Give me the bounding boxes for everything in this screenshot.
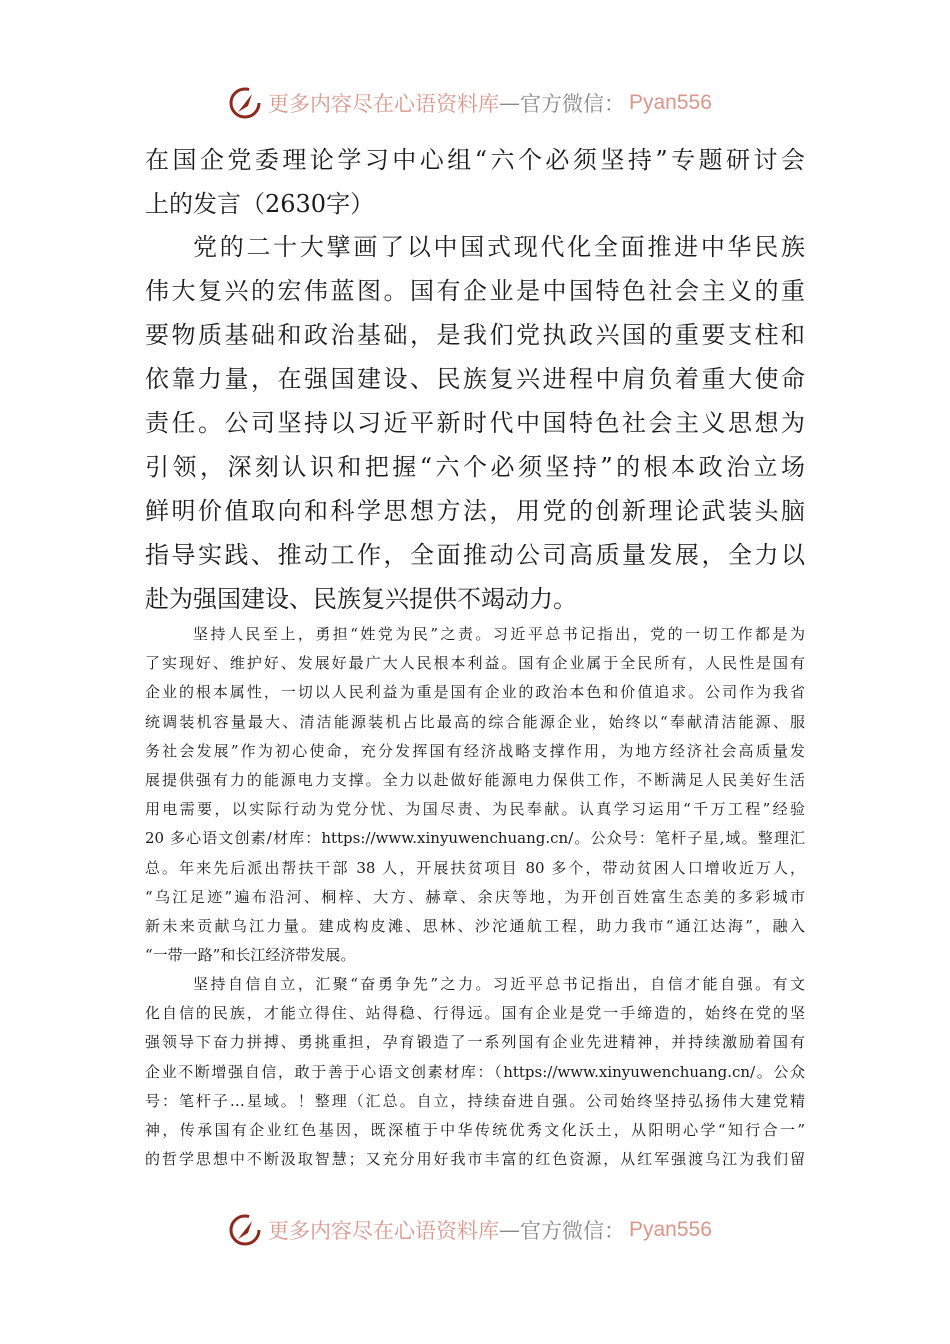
watermark-sep: — bbox=[499, 91, 520, 115]
text-line: 党的二十大擘画了以中国式现代化全面推进中华民族 bbox=[193, 233, 805, 261]
watermark-id: Pyan556 bbox=[629, 1218, 712, 1241]
watermark-site: 更多内容尽在心语资料库 bbox=[268, 92, 499, 116]
quill-logo-icon bbox=[228, 86, 262, 120]
intro-paragraph bbox=[145, 225, 805, 621]
watermark-id: Pyan556 bbox=[629, 91, 712, 114]
text-line: “乌江足迹”遍布沿河、桐梓、大方、赫章、余庆等地，为开创百姓富生态美的多彩城市 bbox=[145, 887, 805, 906]
title-line: 上的发言（2630字） bbox=[145, 190, 375, 218]
text-line: 依靠力量，在强国建设、民族复兴进程中肩负着重大使命 bbox=[145, 365, 805, 393]
text-line: 强领导下奋力拼搏、勇挑重担，孕育锻造了一系列国有企业先进精神，并持续激励着国有 bbox=[145, 1033, 805, 1052]
watermark-label: 官方微信： bbox=[520, 92, 625, 116]
paragraph-1 bbox=[145, 620, 805, 970]
text-line: 坚持人民至上，勇担“姓党为民”之责。习近平总书记指出，党的一切工作都是为 bbox=[193, 625, 805, 643]
text-line: 要物质基础和政治基础，是我们党执政兴国的重要支柱和 bbox=[145, 321, 805, 349]
paragraph-2 bbox=[145, 970, 805, 1174]
text-line: 伟大复兴的宏伟蓝图。国有企业是中国特色社会主义的重 bbox=[145, 277, 805, 305]
text-line: 鲜明价值取向和科学思想方法，用党的创新理论武装头脑 bbox=[145, 497, 805, 525]
text-line: 神，传承国有企业红色基因，既深植于中华传统优秀文化沃土，从阳明心学“知行合一” bbox=[145, 1121, 805, 1140]
text-line: 展提供强有力的能源电力支撑。全力以赴做好能源电力保供工作，不断满足人民美好生活 bbox=[145, 771, 805, 790]
footer-watermark bbox=[228, 1210, 718, 1250]
watermark-label: 官方微信： bbox=[520, 1219, 625, 1243]
text-line: 企业不断增强自信，敢于善于心语文创素材库：（https://www.xinyuwenchuang.cn/。公众 bbox=[145, 1062, 805, 1081]
text-line: 20 多心语文创素/材库：https://www.xinyuwenchuang.cn/。公众号：笔杆子星,域。整理汇 bbox=[145, 829, 805, 848]
text-line: 指导实践、推动工作，全面推动公司高质量发展，全力以 bbox=[145, 541, 805, 569]
text-line: 责任。公司坚持以习近平新时代中国特色社会主义思想为 bbox=[145, 409, 805, 437]
text-line: 了实现好、维护好、发展好最广大人民根本利益。国有企业属于全民所有，人民性是国有 bbox=[145, 654, 805, 673]
header-watermark bbox=[228, 83, 718, 123]
text-line: “一带一路”和长江经济带发展。 bbox=[145, 946, 356, 965]
text-line: 坚持自信自立，汇聚“奋勇争先”之力。习近平总书记指出，自信才能自强。有文 bbox=[193, 975, 805, 993]
text-line: 新未来贡献乌江力量。建成构皮滩、思林、沙沱通航工程，助力我市“通江达海”，融入 bbox=[145, 917, 805, 936]
watermark-site: 更多内容尽在心语资料库 bbox=[268, 1219, 499, 1243]
quill-logo-icon bbox=[228, 1213, 262, 1247]
text-line: 的哲学思想中不断汲取智慧；又充分用好我市丰富的红色资源，从红军强渡乌江为我们留 bbox=[145, 1150, 805, 1169]
text-line: 总。年来先后派出帮扶干部 38 人，开展扶贫项目 80 多个，带动贫困人口增收近万人， bbox=[145, 858, 805, 877]
text-line: 化自信的民族，才能立得住、站得稳、行得远。国有企业是党一手缔造的，始终在党的坚 bbox=[145, 1004, 805, 1023]
text-line: 用电需要，以实际行动为党分忧、为国尽责、为民奉献。认真学习运用“千万工程”经验 bbox=[145, 800, 805, 819]
text-line: 务社会发展”作为初心使命，充分发挥国有经济战略支撑作用，为地方经济社会高质量发 bbox=[145, 741, 805, 760]
text-line: 引领，深刻认识和把握“六个必须坚持”的根本政治立场 bbox=[145, 453, 805, 481]
text-line: 号：笔杆子…星域。！整理（汇总。自立，持续奋进自强。公司始终坚持弘扬伟大建党精 bbox=[145, 1091, 805, 1110]
text-line: 企业的根本属性，一切以人民利益为重是国有企业的政治本色和价值追求。公司作为我省 bbox=[145, 683, 805, 702]
title-line: 在国企党委理论学习中心组“六个必须坚持”专题研讨会 bbox=[145, 146, 805, 174]
text-line: 赴为强国建设、民族复兴提供不竭动力。 bbox=[145, 585, 577, 613]
document-title bbox=[145, 138, 805, 226]
watermark-sep: — bbox=[499, 1218, 520, 1242]
text-line: 统调装机容量最大、清洁能源装机占比最高的综合能源企业，始终以“奉献清洁能源、服 bbox=[145, 712, 805, 731]
